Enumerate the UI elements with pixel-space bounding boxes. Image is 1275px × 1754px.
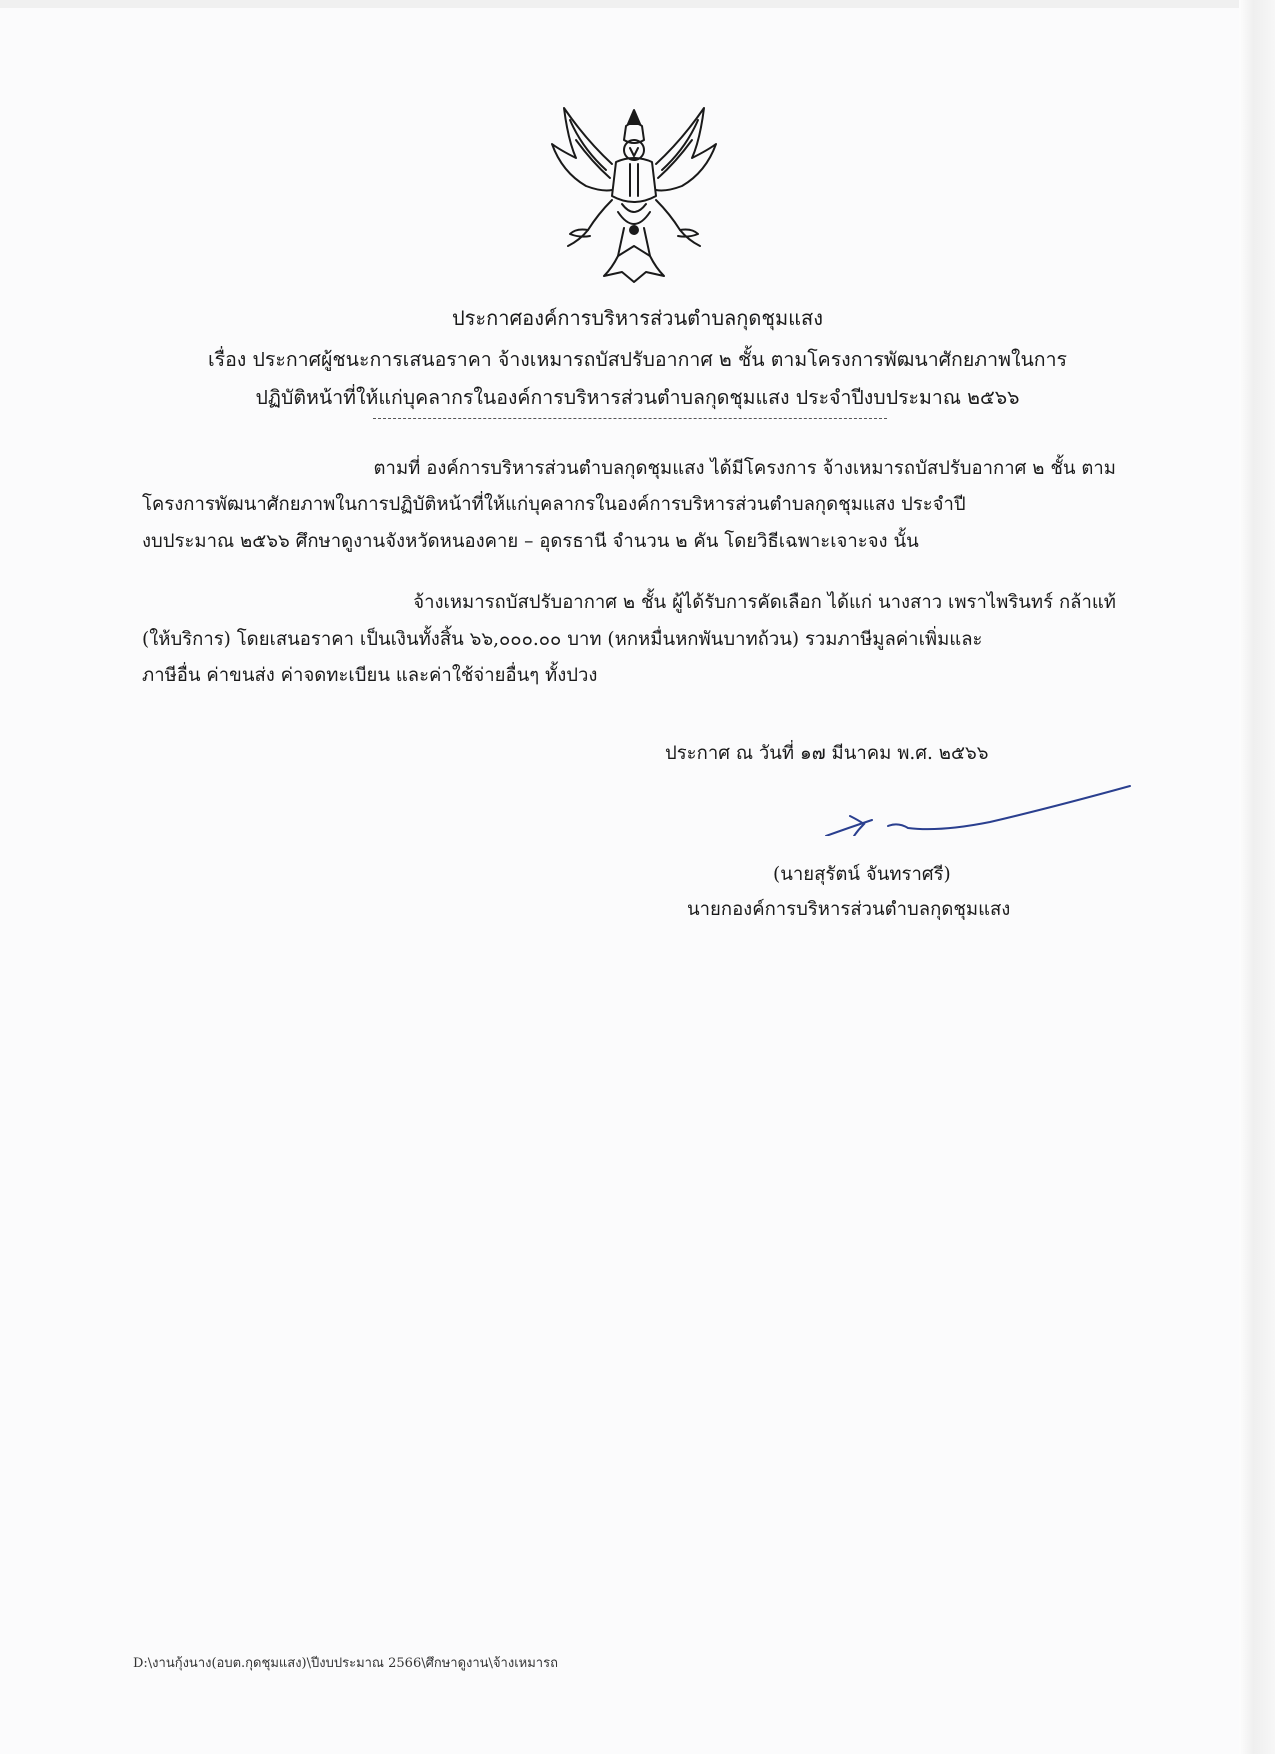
paragraph-2-line-2: (ให้บริการ) โดยเสนอราคา เป็นเงินทั้งสิ้น ๖๖,๐๐๐.๐๐ บาท (หกหมื่นหกพันบาทถ้วน) รวมภาษีมูลค่าเพิ่มและ [142,629,983,650]
paragraph-1-line-3: งบประมาณ ๒๕๖๖ ศึกษาดูงานจังหวัดหนองคาย – อุดรธานี จำนวน ๒ คัน โดยวิธีเฉพาะเจาะจง นั้น [142,531,919,552]
scan-edge-right [1239,0,1275,1754]
handwritten-signature [820,776,1140,836]
signer-title: นายกองค์การบริหารส่วนตำบลกุดชุมแสง [687,899,1011,920]
announcement-date: ประกาศ ณ วันที่ ๑๗ มีนาคม พ.ศ. ๒๕๖๖ [665,743,989,764]
dashed-separator [373,418,887,419]
scan-edge-top [0,0,1275,8]
subject-line-1: เรื่อง ประกาศผู้ชนะการเสนอราคา จ้างเหมารถบัสปรับอากาศ ๒ ชั้น ตามโครงการพัฒนาศักยภาพในการ [207,348,1068,371]
document-title: ประกาศองค์การบริหารส่วนตำบลกุดชุมแสง [451,306,824,330]
paragraph-2-line-3: ภาษีอื่น ค่าขนส่ง ค่าจดทะเบียน และค่าใช้จ่ายอื่นๆ ทั้งปวง [142,665,598,686]
footer-file-path: D:\งานกุ้งนาง(อบต.กุดชุมแสง)\ปีงบประมาณ 2566\ศึกษาดูงาน\จ้างเหมารถ [133,1656,558,1671]
signer-name: (นายสุรัตน์ จันทราศรี) [773,864,951,885]
subject-line-2: ปฏิบัติหน้าที่ให้แก่บุคลากรในองค์การบริหารส่วนตำบลกุดชุมแสง ประจำปีงบประมาณ ๒๕๖๖ [255,386,1020,409]
paragraph-2-line-1: จ้างเหมารถบัสปรับอากาศ ๒ ชั้น ผู้ได้รับการคัดเลือก ได้แก่ นางสาว เพราไพรินทร์ กล้าแท้ [413,592,1116,613]
paragraph-1-line-2: โครงการพัฒนาศักยภาพในการปฏิบัติหน้าที่ให้แก่บุคลากรในองค์การบริหารส่วนตำบลกุดชุมแสง ประจำปี [142,494,966,515]
paragraph-1-line-1: ตามที่ องค์การบริหารส่วนตำบลกุดชุมแสง ได้มีโครงการ จ้างเหมารถบัสปรับอากาศ ๒ ชั้น ตาม [373,458,1116,479]
garuda-emblem-icon [546,100,722,284]
